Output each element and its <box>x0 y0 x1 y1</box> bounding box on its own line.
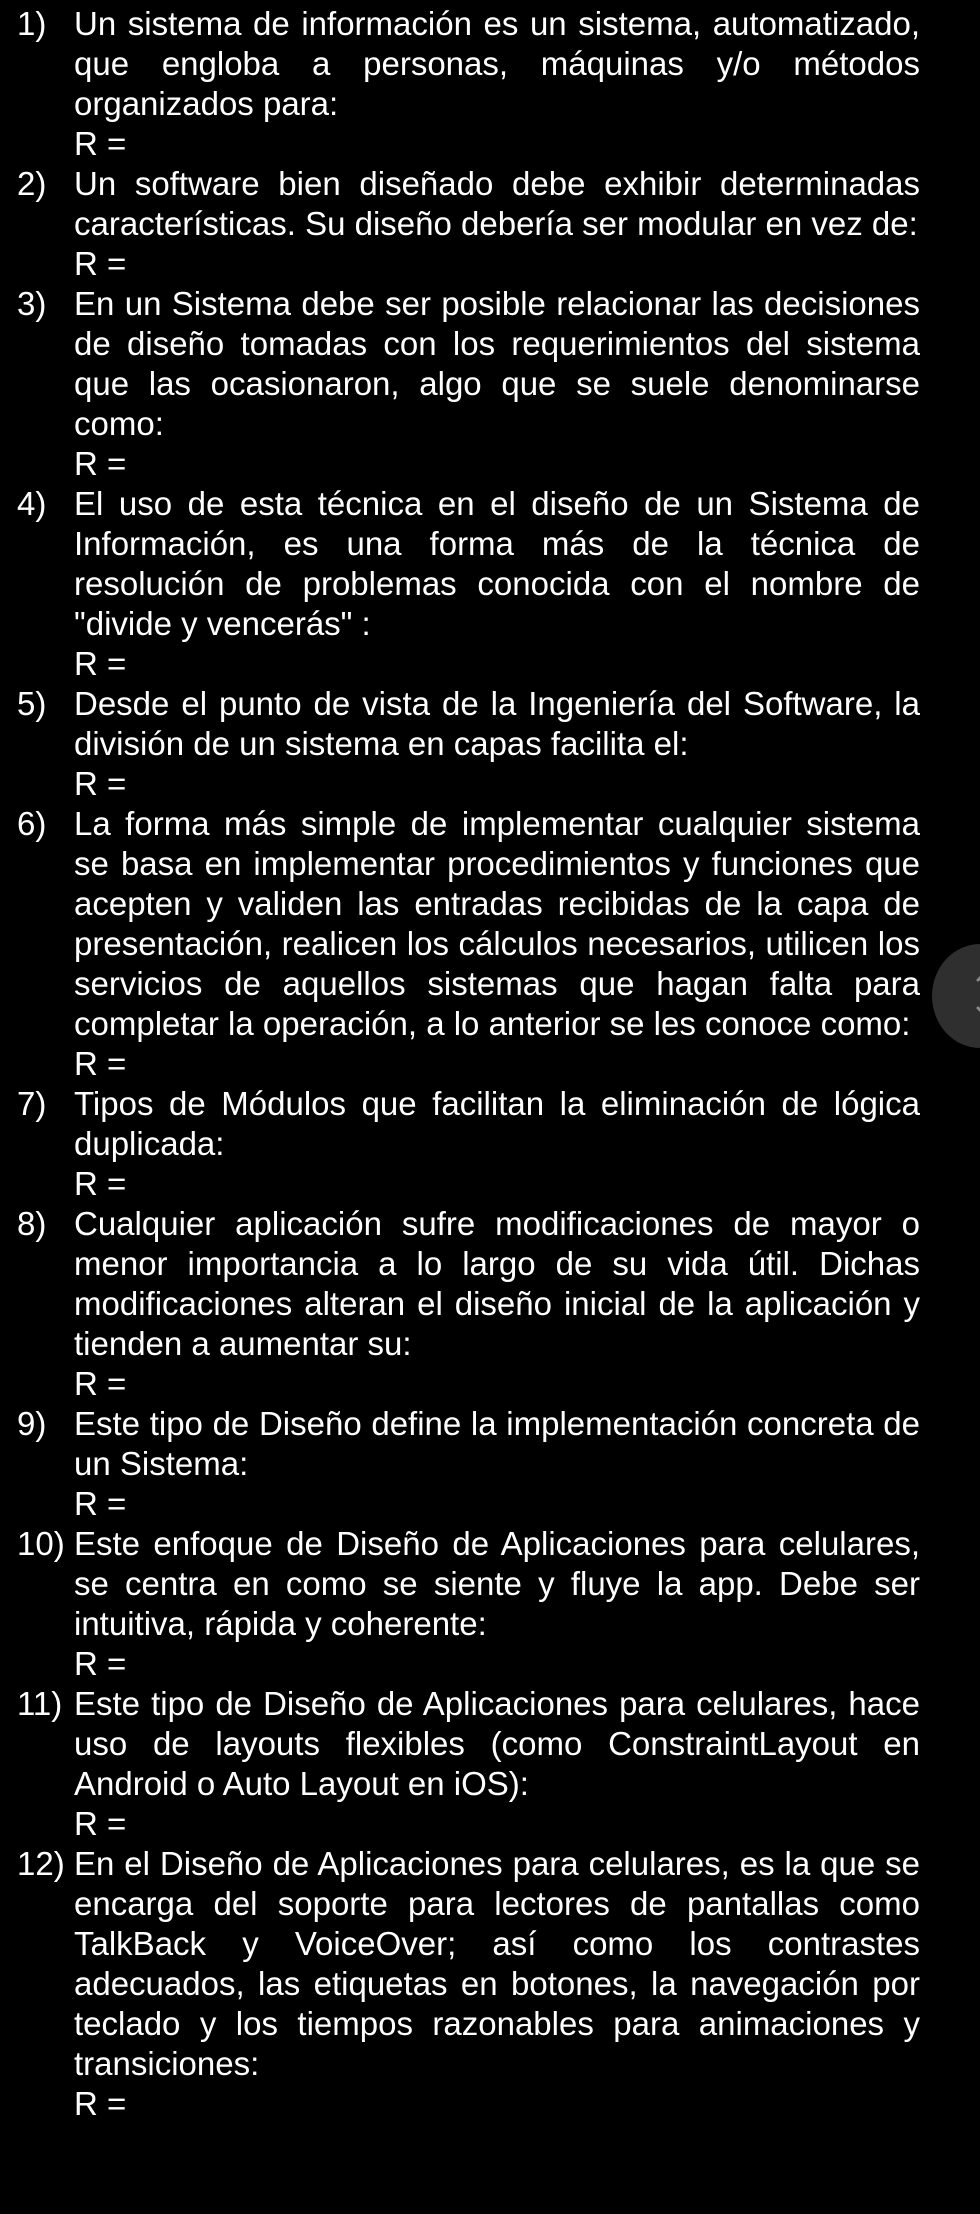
question-number: 4) <box>17 485 47 522</box>
question-item <box>17 1844 920 2124</box>
answer-label: R = <box>74 645 127 682</box>
question-number: 5) <box>17 685 47 722</box>
question-text: En un Sistema debe ser posible relacionar las decisiones de diseño tomadas con los requerimientos del sistema que las ocasionaron, algo que se suele denominarse como: <box>74 285 920 442</box>
question-text: En el Diseño de Aplicaciones para celulares, es la que se encarga del soporte para lectores de pantallas como TalkBack y VoiceOver; así como los contrastes adecuados, las etiquetas en botones, la navegación por teclado y los tiempos razonables para animaciones y transiciones: <box>74 1845 920 2082</box>
answer-label: R = <box>74 1805 127 1842</box>
question-item <box>17 1204 920 1404</box>
question-item <box>17 284 920 484</box>
answer-label: R = <box>74 765 127 802</box>
question-text: La forma más simple de implementar cualquier sistema se basa en implementar procedimientos y funciones que acepten y validen las entradas recibidas de la capa de presentación, realicen los cálculos necesarios, utilicen los servicios de aquellos sistemas que hagan falta para completar la operación, a lo anterior se les conoce como: <box>74 805 920 1042</box>
question-item <box>17 4 920 164</box>
question-text: Cualquier aplicación sufre modificaciones de mayor o menor importancia a lo largo de su vida útil. Dichas modificaciones alteran el diseño inicial de la aplicación y tienden a aumentar su: <box>74 1205 920 1362</box>
question-item <box>17 1524 920 1684</box>
question-number: 1) <box>17 5 47 42</box>
scroll-up-button[interactable] <box>970 954 980 994</box>
answer-label: R = <box>74 125 127 162</box>
question-text: Este enfoque de Diseño de Aplicaciones para celulares, se centra en como se siente y fluye la app. Debe ser intuitiva, rápida y coherente: <box>74 1525 920 1642</box>
question-number: 11) <box>17 1685 63 1722</box>
question-text: Un sistema de información es un sistema, automatizado, que engloba a personas, máquinas y/o métodos organizados para: <box>74 5 920 122</box>
question-text: Este tipo de Diseño define la implementación concreta de un Sistema: <box>74 1405 920 1482</box>
question-text: El uso de esta técnica en el diseño de un Sistema de Información, es una forma más de la técnica de resolución de problemas conocida con el nombre de "divide y vencerás" : <box>74 485 920 642</box>
chevron-down-icon <box>970 994 980 1034</box>
scroll-down-button[interactable] <box>970 994 980 1034</box>
answer-label: R = <box>74 1485 127 1522</box>
page-navigation-control <box>932 944 980 1048</box>
chevron-up-icon <box>970 954 980 994</box>
question-text: Este tipo de Diseño de Aplicaciones para celulares, hace uso de layouts flexibles (como ConstraintLayout en Android o Auto Layout en iOS): <box>74 1685 920 1802</box>
question-text: Desde el punto de vista de la Ingeniería del Software, la división de un sistema en capas facilita el: <box>74 685 920 762</box>
question-number: 7) <box>17 1085 47 1122</box>
answer-label: R = <box>74 245 127 282</box>
question-number: 6) <box>17 805 47 842</box>
question-item <box>17 804 920 1084</box>
question-list <box>17 4 920 2124</box>
question-item <box>17 1684 920 1844</box>
answer-label: R = <box>74 1365 127 1402</box>
question-number: 10) <box>17 1525 65 1562</box>
question-text: Tipos de Módulos que facilitan la eliminación de lógica duplicada: <box>74 1085 920 1162</box>
question-text: Un software bien diseñado debe exhibir determinadas características. Su diseño debería ser modular en vez de: <box>74 165 920 242</box>
question-number: 9) <box>17 1405 47 1442</box>
question-item <box>17 1084 920 1204</box>
question-number: 8) <box>17 1205 47 1242</box>
question-number: 12) <box>17 1845 65 1882</box>
answer-label: R = <box>74 1045 127 1082</box>
question-item <box>17 484 920 684</box>
answer-label: R = <box>74 2085 127 2122</box>
question-number: 2) <box>17 165 47 202</box>
question-item <box>17 164 920 284</box>
question-number: 3) <box>17 285 47 322</box>
answer-label: R = <box>74 1645 127 1682</box>
answer-label: R = <box>74 1165 127 1202</box>
question-item <box>17 1404 920 1524</box>
question-item <box>17 684 920 804</box>
answer-label: R = <box>74 445 127 482</box>
